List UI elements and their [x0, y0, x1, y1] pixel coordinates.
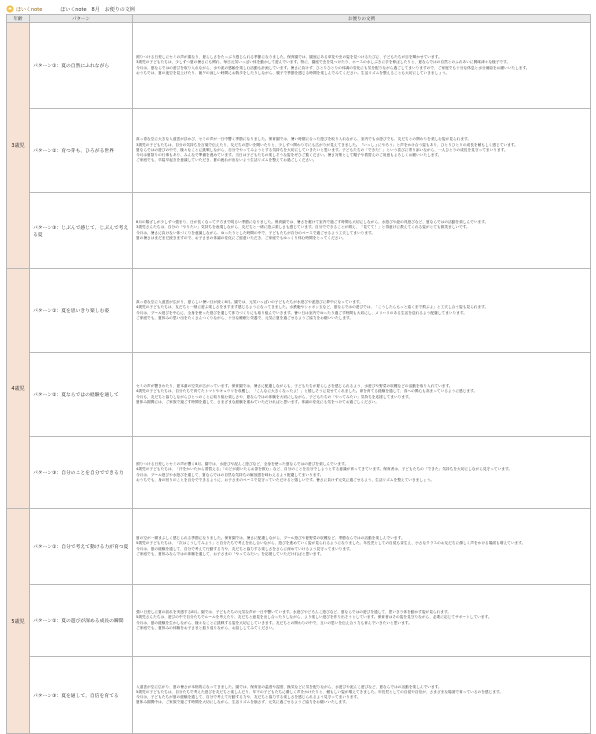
table-row: [7, 109, 591, 193]
letter-paragraph: ご家庭でも、夏休みの体験をお子さまと振り返りながら、お話ししてみてください。: [136, 625, 277, 630]
table-row: [7, 23, 591, 109]
letter-paragraph: おうちでは、夏の夜空を見上げたり、朝夕の涼しい時間にお散歩をしたりしながら、親子で季節を感じる時間を楽しんでみてください。生活リズムを整えることも大切にしていきましょう。: [136, 70, 450, 75]
letter-paragraph: 今月は、夏の経験を通して、自分で考えて行動する力や、友だちと協力する楽しさをさらに深めていけるよう見守ってまいります。: [136, 546, 354, 551]
letter-paragraph: 照りつける日差しとセミの声が響く8月。園では、水遊びや泥んこ遊びなど、全身を使った夏ならではの遊びを楽しんでいます。: [136, 462, 349, 467]
column-header-age: 年齢: [7, 15, 30, 23]
letter-paragraph: 今月は、子どもたちが夏の経験を通して、自分で考えて行動する力や、友だちと協力する楽しさを感じられるよう見守ってまいります。: [136, 695, 361, 699]
letter-paragraph: 今月は、プール遊びや水遊びを通して、夏ならではの自然な気持ちの解放感を味わえるよう配慮してまいります。: [136, 472, 324, 477]
letter-paragraph: 夏休み期間には、ご家族で過ごす時間を通して、さまざまな経験を重ねていただければと思います。体調の変化にも気をつけてお過ごしください。: [136, 399, 379, 404]
table-row: [7, 269, 591, 353]
letter-examples-table: [6, 14, 591, 734]
age-group-cell: 4歳児: [7, 269, 30, 509]
letter-paragraph: 4歳児の子どもたちは、「汗をかいたから着替える」「のどが渇いたらお茶を飲む」など、自分のことを自分でしようとする意識が育ってきています。保育者は、子どもたちの「できた」気持ちを大切にしながら見守っています。: [136, 467, 513, 472]
letter-paragraph: 今月は、夏ならではの遊びを取り入れながら、水や泥の感触を楽しむ活動も計画しています。暑さに負けず、ひとりひとりの体調の変化にも気を配りながら過ごしてまいりますので、ご家庭でも十分な休息と水分補給をお願いいたします。: [136, 65, 530, 70]
page-title: ほいくnote 8月 お便りの文例: [60, 6, 135, 13]
letter-text-cell: [133, 23, 591, 109]
letter-paragraph: 5歳児の子どもたちは、自分たちで考えた遊びを友だちと楽しんだり、年下の子どもたちに優しく声をかけたりと、頼もしい姿が増えてきました。年長児としての自覚や自信が、さまざまな場面で育っているのを感じます。: [136, 689, 504, 694]
pattern-cell: パターン①：夏を思いきり楽しむ姿: [30, 269, 133, 353]
letter-paragraph: 今月は、プール遊びを中心に、全身を使った遊びを通して体力づくりにも取り組んでいきます。暑い日は室内でゆったり過ごす時間も大切にし、メリハリのある生活を送れるよう配慮してまいります。: [136, 310, 467, 315]
letter-paragraph: ご家庭でも、夏休みの思い出をたくさんつくりながら、十分な睡眠と栄養で、元気に夏を過ごせるようご協力をお願いいたします。: [136, 315, 354, 320]
pattern-cell: パターン①：自分で考えて動ける力が育つ夏: [30, 509, 133, 585]
letter-text-cell: [133, 509, 591, 585]
table-row: [7, 509, 591, 585]
letter-paragraph: 3歳児の子どもたちは、少しずつ夏の暑さにも慣れ、毎日元気いっぱい体を動かして遊んでいます。特に、園庭で虫を見つけたり、ホースの水しぶきに手を伸ばしたりと、夏ならではの自然とのふれあいに興味津々な様子です。: [136, 60, 511, 65]
logo-icon: [6, 5, 14, 13]
letter-paragraph: 4歳児の子どもたちは、自分たちで育てたトマトやキュウリを収穫し、「こんなに大きくなったよ！」と嬉しそうに見せてくれました。命を育てる経験を通して、食への関心も高まっているように感じます。: [136, 389, 478, 394]
pattern-cell: パターン③：じぶんで感じて、じぶんで考える夏: [30, 193, 133, 269]
letter-paragraph: 4歳児の子どもたちは、友だちと一緒に遊ぶ楽しさをますます感じるようになってきました。水鉄砲やシャボン玉など、夏ならではの遊びでは、「こうしたらもっと遠くまで飛ぶよ」と工夫し合う姿も見られます。: [136, 305, 489, 310]
letter-text-cell: [133, 109, 591, 193]
letter-text-cell: [133, 585, 591, 657]
letter-paragraph: 今月は、夏の経験を生かしながら、様々なことに挑戦する姿を大切にしていきます。友だちとの関わりの中で、互いの思いを伝え合う力も育んでいきたいと思います。: [136, 620, 412, 625]
letter-paragraph: 今月は、暑さに負けない体づくりを意識しながら、ゆったりとした時間の中で、子どもたちが自分のペースで過ごせるよう工夫してまいります。: [136, 230, 376, 235]
letter-paragraph: 強い日差しに夏の訪れを実感する8月。園では、子どもたちの元気な声が一日中響いています。水遊びやどろんこ遊びなど、夏ならではの遊びを通して、思いきり体を動かす姿が見られます。: [136, 610, 452, 615]
pattern-cell: パターン①：夏の自然にふれながら: [30, 23, 133, 109]
pattern-cell: パターン③：夏を通して、自信を育てる: [30, 657, 133, 734]
letter-paragraph: 今月も、友だちと協力しながらひとつのことに取り組む楽しさや、夏ならではの体験を大切にしながら、子どもたちの「やってみたい」気持ちを応援してまいります。: [136, 394, 413, 399]
letter-paragraph: 3歳児さんたちは、自分の「やりたい」気持ちを表現しながら、友だちと一緒に遊ぶ楽しさも感じています。自分でできることが増え、「見てて！」と得意げに教えてくれる姿がとても微笑ましいです。: [136, 225, 470, 230]
letter-paragraph: 夏の暑さはまだまだ続きますので、お子さまの体調の変化にご留意いただき、ご家庭でもゆっくり休む時間をとってください。: [136, 235, 346, 240]
letter-text-cell: [133, 437, 591, 509]
table-row: [7, 585, 591, 657]
table-row: [7, 657, 591, 734]
letter-paragraph: 夏休み期間中は、ご家族で過ごす時間を大切にしながら、生活リズムを崩さず、元気に過ごせるようご協力をお願いいたします。: [136, 700, 350, 705]
letter-paragraph: 5歳児さんたちは、遊びの中で自分たちでルールを考えたり、友だちと意見を出し合ったりしながら、より楽しい遊びを作り出そうとしています。保育者はその姿を見守りながら、必要に応じてサポートしています。: [136, 615, 492, 620]
pattern-cell: パターン②：夏の遊びが深める成長の瞬間: [30, 585, 133, 657]
column-header-content: お便りの文例: [133, 15, 591, 23]
letter-text-cell: [133, 269, 591, 353]
letter-paragraph: 真っ青な空に大きな入道雲が浮かび、セミの声が一日中響く季節になりました。保育園では、暑い時期に合った遊びを取り入れながら、室内でも水遊びでも、友だちとの関わりを楽しむ姿が見られます。: [136, 137, 472, 142]
column-header-pattern: パターン: [30, 15, 133, 23]
letter-paragraph: おうちでも、身の回りのことを自分でできるように、お子さまのペースで見守っていただけると嬉しいです。暑さに負けず元気に過ごせるよう、生活リズムを整えていきましょう。: [136, 477, 435, 482]
logo-text: ほいくnote: [16, 6, 43, 13]
table-header-row: [7, 15, 591, 23]
pattern-cell: パターン③：自分のことを自分でできる力: [30, 437, 133, 509]
letter-paragraph: 今月は夏祭りの行事もあり、みんなで準備を進めています。当日は子どもたちの楽しそうな姿をぜひご覧ください。暑さ対策として帽子や着替えのご用意もよろしくお願いいたします。: [136, 153, 442, 158]
pattern-cell: パターン②：育つ芽も、ひろがる世界: [30, 109, 133, 193]
age-group-cell: 5歳児: [7, 509, 30, 734]
logo: [6, 5, 42, 13]
age-group-cell: 3歳児: [7, 23, 30, 269]
letter-paragraph: 夏の空が一層まぶしく感じられる季節になりました。保育園では、暑さに配慮しながら、プール遊びや夏野菜の収穫など、季節ならではの活動を楽しんでいます。: [136, 536, 405, 541]
table-row: [7, 437, 591, 509]
letter-paragraph: 夏ならではの遊びの中で、様々なことに挑戦しながら、自分でやってみようとする気持ちを大切にしていきたいと思います。子どもたちの「できた！」という喜びに寄り添いながら、一人ひとりの成長を見守ってまいります。: [136, 147, 508, 152]
table-row: [7, 193, 591, 269]
pattern-cell: パターン②：夏ならではの経験を通して: [30, 353, 133, 437]
table-row: [7, 353, 591, 437]
letter-text-cell: [133, 657, 591, 734]
letter-paragraph: 照りつける日差しにセミの声が重なり、夏らしさをたっぷり感じられる季節になりました。保育園では、園庭にある草花や虫の姿を見つけるたびに、子どもたちが目を輝かせています。: [136, 55, 442, 60]
letter-text-cell: [133, 193, 591, 269]
letter-paragraph: 3歳児の子どもたちは、自分の気持ちを言葉で伝えたり、友だちの思いを聞いたりと、少しずつ関わり方にも広がりが見えてきました。「いっしょにやろう」と声をかけ合う姿もあり、ひとりひとりの成長を頼もしく感じています。: [136, 142, 518, 147]
letter-paragraph: 入道雲が空に広がり、夏の暑さが本格的になってきました。園では、保育室の温度や湿度、換気などに気を配りながら、水遊びや泥んこ遊びなど、夏ならではの活動を楽しんでいます。: [136, 684, 442, 689]
table-body: [7, 23, 591, 734]
letter-paragraph: 真っ青な空に入道雲が広がり、夏らしい暑い日が続く8月。園では、元気いっぱいの子どもたちが水遊びや泥遊びに夢中になっています。: [136, 300, 363, 305]
letter-paragraph: ご家庭でも、早寝早起きを意識していただき、夏の疲れが出ないよう生活リズムを整えてお過ごしください。: [136, 158, 317, 163]
letter-paragraph: 5歳児の子どもたちは、「次はこうしてみよう」と自分たちで考えを出し合いながら、遊びを進めていく姿が見られるようになりました。年長児としての自覚も芽生え、小さなクラスのお友だちに優しく声をかける場面も増えています。: [136, 541, 526, 546]
letter-paragraph: 8月の陽ざしが少しずつ強まり、日が長くなって夕方まで明るい季節になりました。保育園では、暑さを避けて室内で過ごす時間も大切にしながら、水遊びや絵の具遊びなど、夏ならではの活動を楽しんでいます。: [136, 220, 489, 225]
letter-text-cell: [133, 353, 591, 437]
letter-paragraph: セミの声が響きわたり、夏本番の空気が広がっています。保育園では、暑さに配慮しながらも、子どもたちが夏らしさを感じられるよう、水遊びや野菜の収穫などの活動を取り入れています。: [136, 384, 453, 389]
letter-paragraph: ご家庭でも、夏休みならではの体験を通して、お子さまの「やってみたい」を応援していただければと思います。: [136, 551, 324, 556]
header-bar: [6, 4, 135, 14]
